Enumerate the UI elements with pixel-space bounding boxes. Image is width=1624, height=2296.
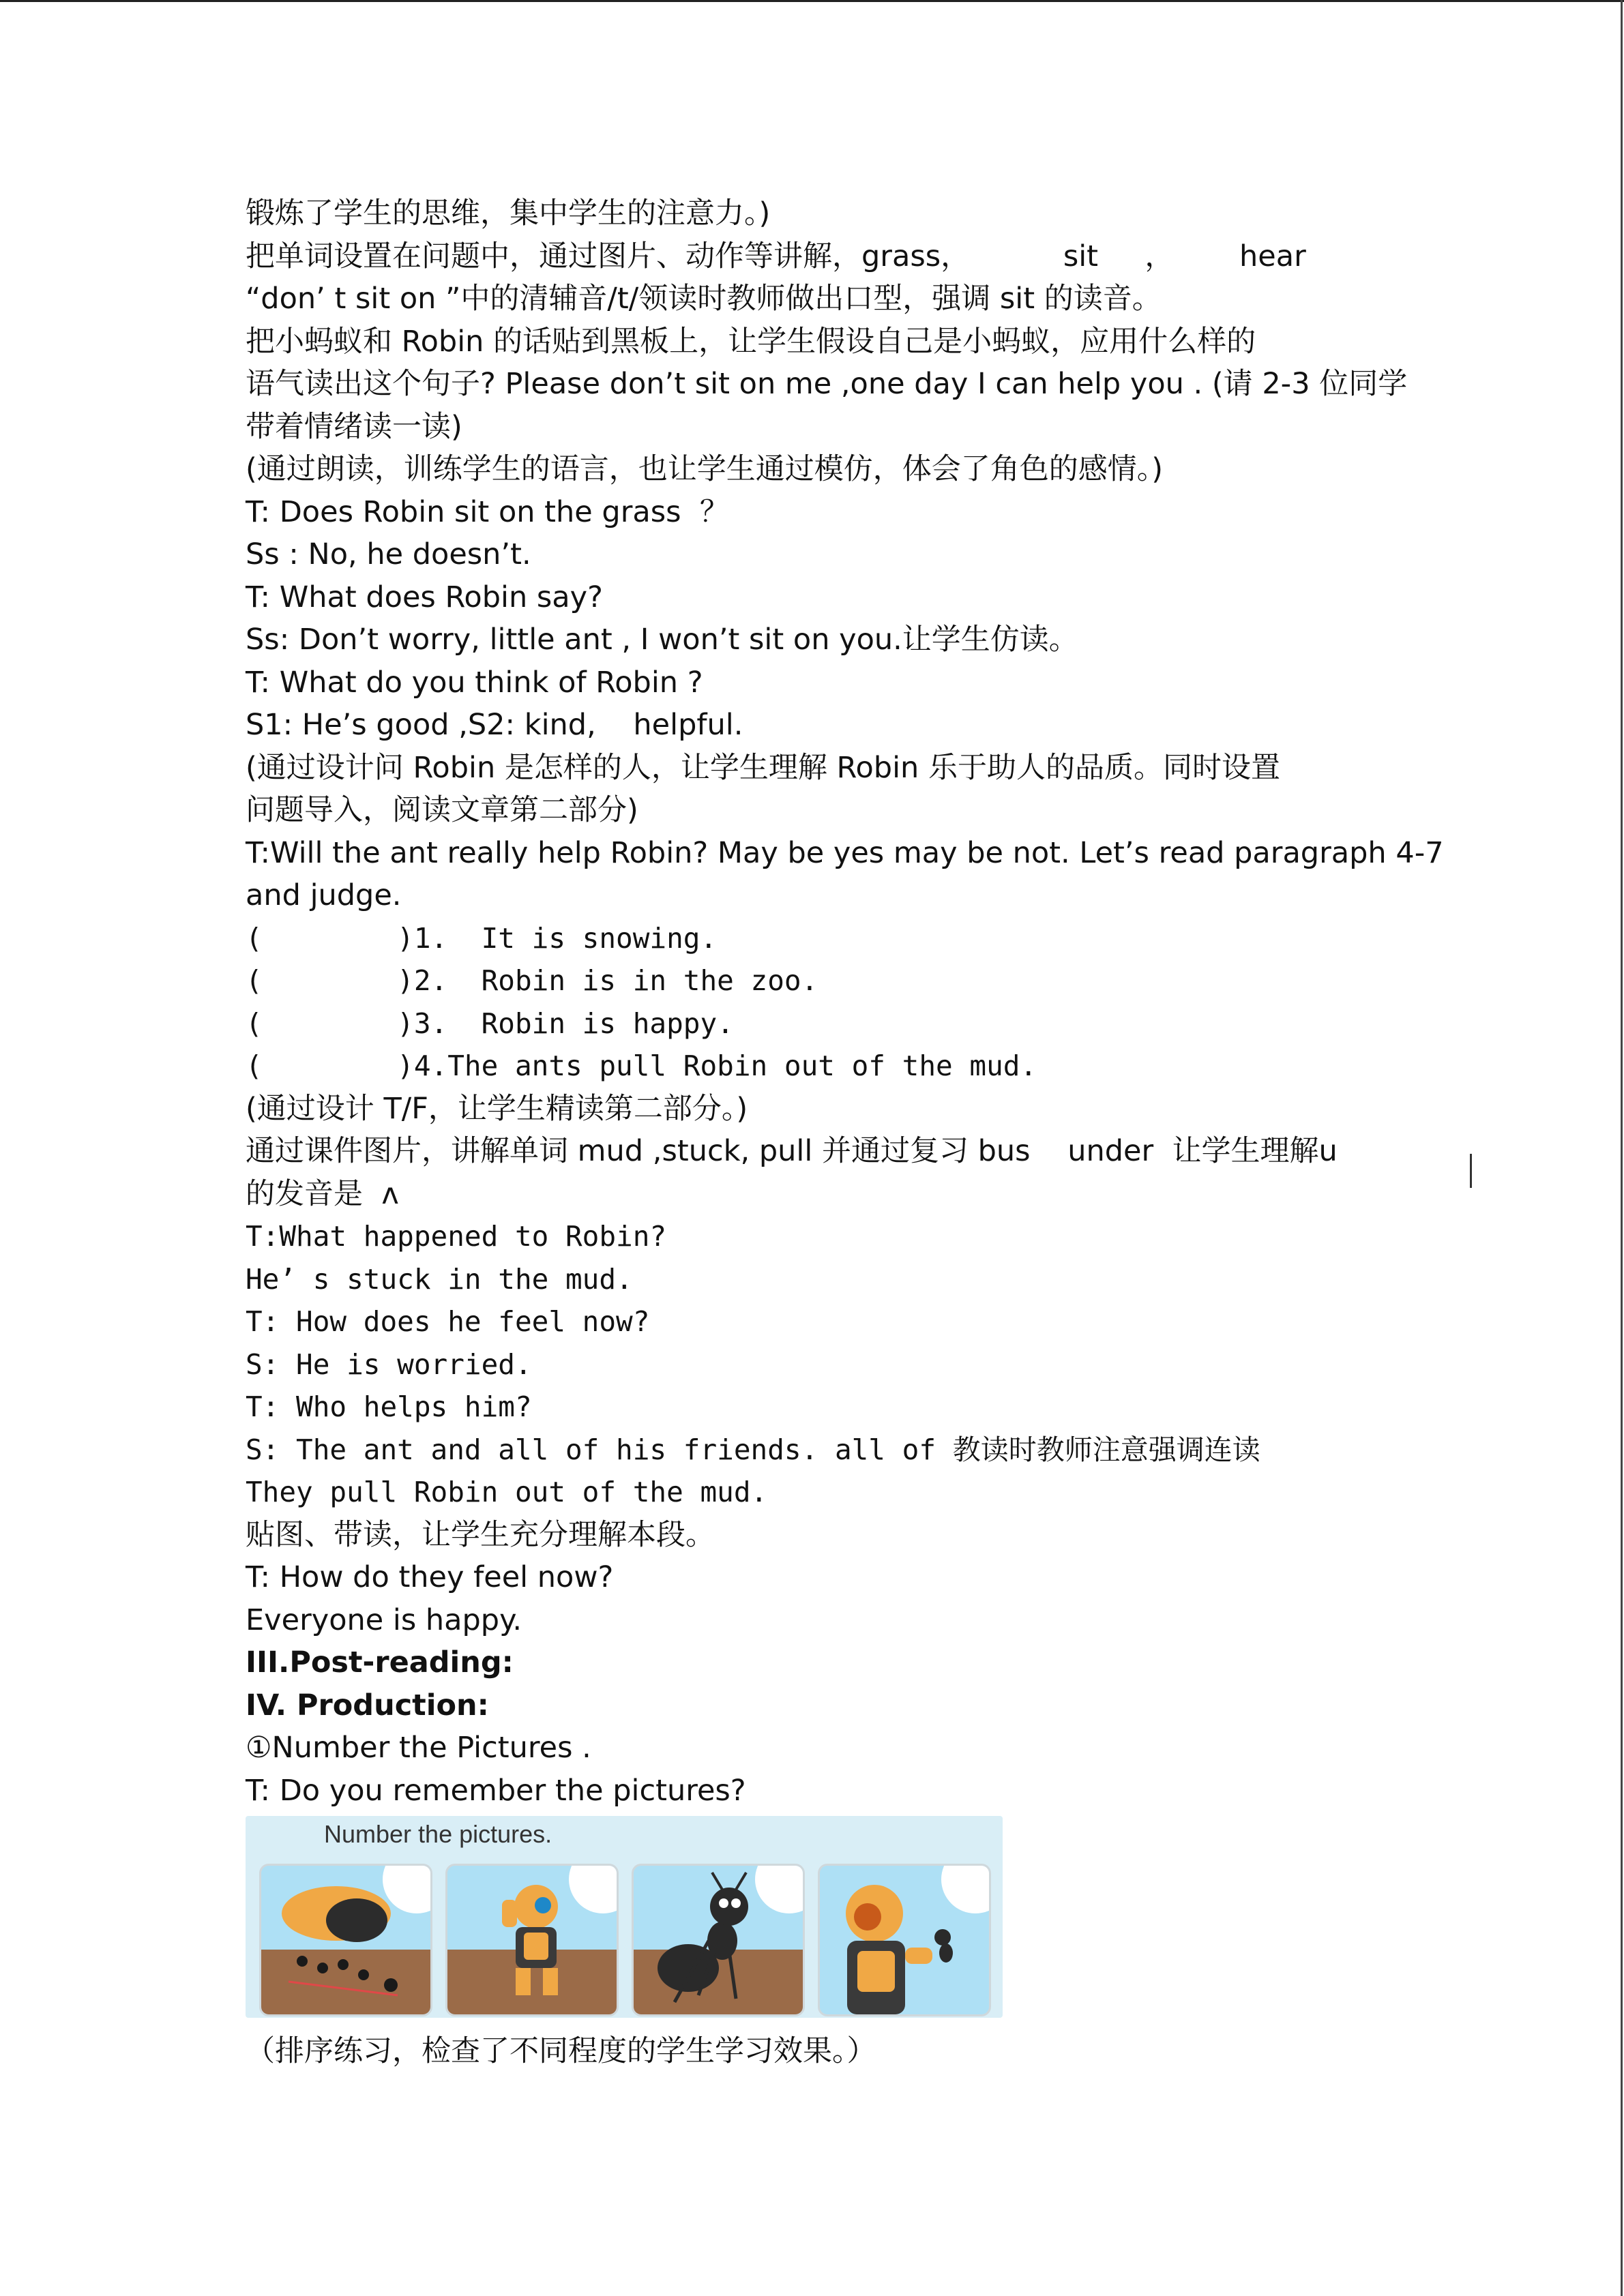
text-line: T: What do you think of Robin ? <box>246 665 703 700</box>
figure-caption: （排序练习，检查了不同程度的学生学习效果。） <box>246 2034 876 2068</box>
text-line: T:Will the ant really help Robin? May be yes may be not. Let’s read paragraph 4-7 <box>246 835 1444 870</box>
text-line: (通过设计 T/F，让学生精读第二部分。) <box>246 1091 748 1126</box>
text-line: 锻炼了学生的思维，集中学生的注意力。) <box>246 196 771 230</box>
text-cursor <box>1470 1154 1472 1188</box>
text-line: S1: He’s good ,S2: kind, helpful. <box>246 708 743 742</box>
text-line: “don’ t sit on ”中的清辅音/t/领读时教师做出口型，强调 sit 的读音。 <box>246 282 1162 316</box>
dialogue-line: S: He is worried. <box>246 1347 532 1381</box>
picture-panel-2 <box>445 1864 619 2016</box>
text-line: 的发音是 ʌ <box>246 1176 399 1211</box>
section-heading-production: IV. Production: <box>246 1688 489 1723</box>
robot-holding-ant-illustration <box>820 1866 989 2014</box>
text-line: T: How do they feel now? <box>246 1560 614 1594</box>
text-line: Everyone is happy. <box>246 1602 522 1637</box>
tf-item: ( )4.The ants pull Robin out of the mud. <box>246 1049 1037 1082</box>
text-line: and judge. <box>246 878 402 912</box>
page-top-border <box>0 0 1624 2</box>
text-line: T: Do you remember the pictures? <box>246 1773 746 1808</box>
tf-item: ( )2. Robin is in the zoo. <box>246 964 818 997</box>
document-page <box>246 192 1444 2073</box>
number-pictures-figure <box>246 1816 1003 2018</box>
dialogue-line: They pull Robin out of the mud. <box>246 1476 768 1508</box>
figure-title: Number the pictures. <box>324 1820 552 1848</box>
text-line: 把单词设置在问题中，通过图片、动作等讲解，grass， sit ， hear <box>246 239 1306 273</box>
text-line: 贴图、带读，让学生充分理解本段。 <box>246 1517 715 1552</box>
ant-illustration <box>634 1866 803 2014</box>
dialogue-line: T: Who helps him? <box>246 1390 532 1423</box>
text-line: (通过朗读，训练学生的语言，也让学生通过模仿，体会了角色的感情。) <box>246 452 1164 486</box>
dialogue-line: T: How does he feel now? <box>246 1305 650 1338</box>
dialogue-line: S: The ant and all of his friends. all of 教读时教师注意强调连读 <box>246 1433 1260 1466</box>
text-line: (通过设计问 Robin 是怎样的人，让学生理解 Robin 乐于助人的品质。同时设置 <box>246 750 1280 785</box>
dialogue-line: T:What happened to Robin? <box>246 1220 667 1253</box>
text-line: 通过课件图片，讲解单词 mud ,stuck, pull 并通过复习 bus under 让学生理解u <box>246 1134 1338 1168</box>
picture-panel-3 <box>632 1864 805 2016</box>
text-line: Ss: Don’t worry, little ant , I won’t sit on you.让学生仿读。 <box>246 623 1078 657</box>
text-line: 把小蚂蚁和 Robin 的话贴到黑板上，让学生假设自己是小蚂蚁，应用什么样的 <box>246 324 1256 359</box>
picture-panel-1 <box>259 1864 432 2016</box>
text-line: 问题导入，阅读文章第二部分) <box>246 793 638 827</box>
robot-waving-illustration <box>447 1866 617 2014</box>
dialogue-line: He’ s stuck in the mud. <box>246 1262 633 1296</box>
page-right-border <box>1621 0 1623 2296</box>
text-line: 带着情绪读一读) <box>246 409 462 444</box>
robot-stuck-ants-illustration <box>261 1866 430 2014</box>
text-line: T: Does Robin sit on the grass ？ <box>246 494 729 529</box>
section-heading-post-reading: III.Post-reading: <box>246 1645 514 1680</box>
picture-panel-4 <box>818 1864 991 2016</box>
text-line: Ss : No, he doesn’t. <box>246 537 531 571</box>
tf-item: ( )1. It is snowing. <box>246 921 718 955</box>
text-line: T: What does Robin say? <box>246 580 603 614</box>
text-line: ①Number the Pictures . <box>246 1731 591 1765</box>
text-line: 语气读出这个句子? Please don’t sit on me ,one day I can help you . (请 2-3 位同学 <box>246 367 1408 401</box>
tf-item: ( )3. Robin is happy. <box>246 1007 734 1040</box>
